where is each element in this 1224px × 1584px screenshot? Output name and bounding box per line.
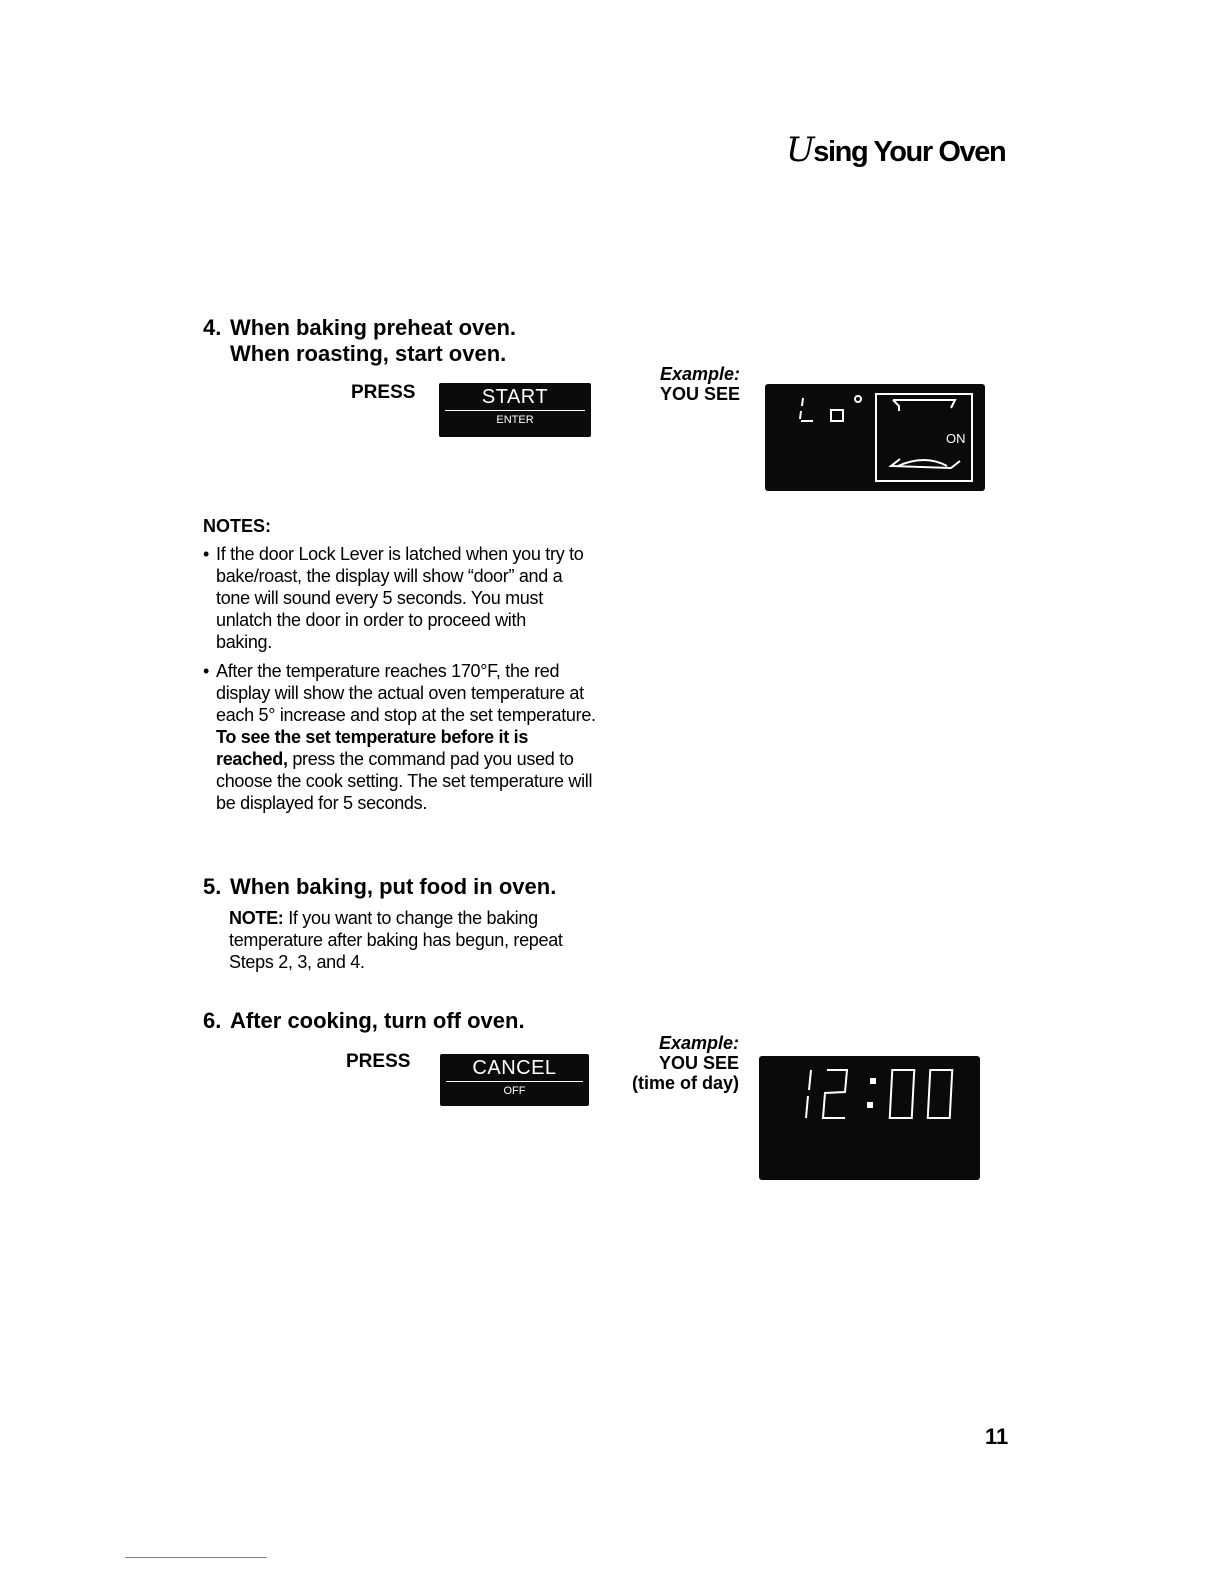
step-6-heading <box>203 1008 525 1034</box>
step-6-heading-text: After cooking, turn off oven. <box>230 1008 525 1033</box>
step-6-number: 6. <box>203 1008 222 1033</box>
step-4-line-1: When baking preheat oven. <box>230 315 517 340</box>
step-5-heading-text: When baking, put food in oven. <box>230 874 557 899</box>
step-4-example-caption: Example: <box>659 364 740 384</box>
step-5-note <box>229 907 589 973</box>
footer-rule <box>125 1557 267 1558</box>
step-4-press-label: PRESS <box>351 382 416 403</box>
note-2 <box>203 660 596 814</box>
oven-display-lo-graphic <box>765 384 985 491</box>
digit-1-lower <box>806 1096 808 1118</box>
note-1-bullet: • <box>203 544 210 564</box>
step-6-you-see: YOU SEE <box>658 1053 739 1073</box>
notes-heading: NOTES: <box>203 516 272 536</box>
note-2-text-end: press the command pad you used to choose the cook setting. The set temperature will be displayed for 5 seconds. <box>216 749 593 813</box>
segment-l-upper <box>802 398 803 406</box>
step-4-you-see: YOU SEE <box>659 384 740 404</box>
step-4-line-2: When roasting, start oven. <box>230 341 507 366</box>
lower-element-symbol <box>891 459 960 468</box>
page-number: 11 <box>985 1424 1009 1449</box>
section-title <box>786 130 1005 170</box>
step-6-press-label: PRESS <box>346 1051 411 1072</box>
clock-display-graphic <box>759 1056 980 1180</box>
degree-symbol <box>855 396 861 402</box>
cancel-off-button[interactable] <box>440 1054 589 1106</box>
oven-display-lo <box>765 384 985 491</box>
digit-0-second <box>928 1070 953 1118</box>
step-5-note-text: If you want to change the baking temperature after baking has begun, repeat Steps 2, 3, and 4. <box>229 908 563 972</box>
clock-display <box>759 1056 980 1180</box>
note-1 <box>203 543 584 653</box>
start-enter-button[interactable] <box>439 383 591 437</box>
step-4-number: 4. <box>203 315 222 340</box>
digit-1-upper <box>809 1070 811 1090</box>
note-2-text-bold: To see the set temperature before it is reached, <box>216 727 529 769</box>
start-enter-button-sub-label: ENTER <box>496 414 534 426</box>
note-2-text-start: After the temperature reaches 170°F, the red display will show the actual oven temperature at each 5° increase and stop at the set temperature. <box>216 661 596 725</box>
on-indicator: ON <box>946 431 966 446</box>
digit-0-first <box>890 1070 915 1118</box>
step-4-heading <box>203 315 516 367</box>
segment-o <box>831 410 843 421</box>
step-6-example-label <box>605 1033 739 1093</box>
step-6-example-caption: Example: <box>658 1033 739 1053</box>
step-5-note-label: NOTE: <box>229 908 284 928</box>
step-5-heading <box>203 874 556 900</box>
digit-2 <box>823 1070 847 1118</box>
step-6-time-of-day: (time of day) <box>631 1073 739 1093</box>
step-5-number: 5. <box>203 874 222 899</box>
cancel-off-button-main-label: CANCEL <box>472 1057 557 1079</box>
section-title-initial: U <box>786 130 814 170</box>
section-title-rest: sing Your Oven <box>813 136 1006 168</box>
cancel-off-button-sub-label: OFF <box>503 1085 526 1097</box>
colon-bottom <box>867 1102 873 1108</box>
start-enter-button-main-label: START <box>481 386 549 408</box>
colon-top <box>870 1078 876 1084</box>
step-4-example-label <box>630 364 740 404</box>
segment-l-lower <box>800 411 801 419</box>
note-2-bullet: • <box>203 661 210 681</box>
note-1-text: If the door Lock Lever is latched when you try to bake/roast, the display will show “door” and a tone will sound every 5 seconds. You must unlatch the door in order to proceed with baking. <box>216 544 584 652</box>
upper-element-symbol <box>893 400 955 411</box>
